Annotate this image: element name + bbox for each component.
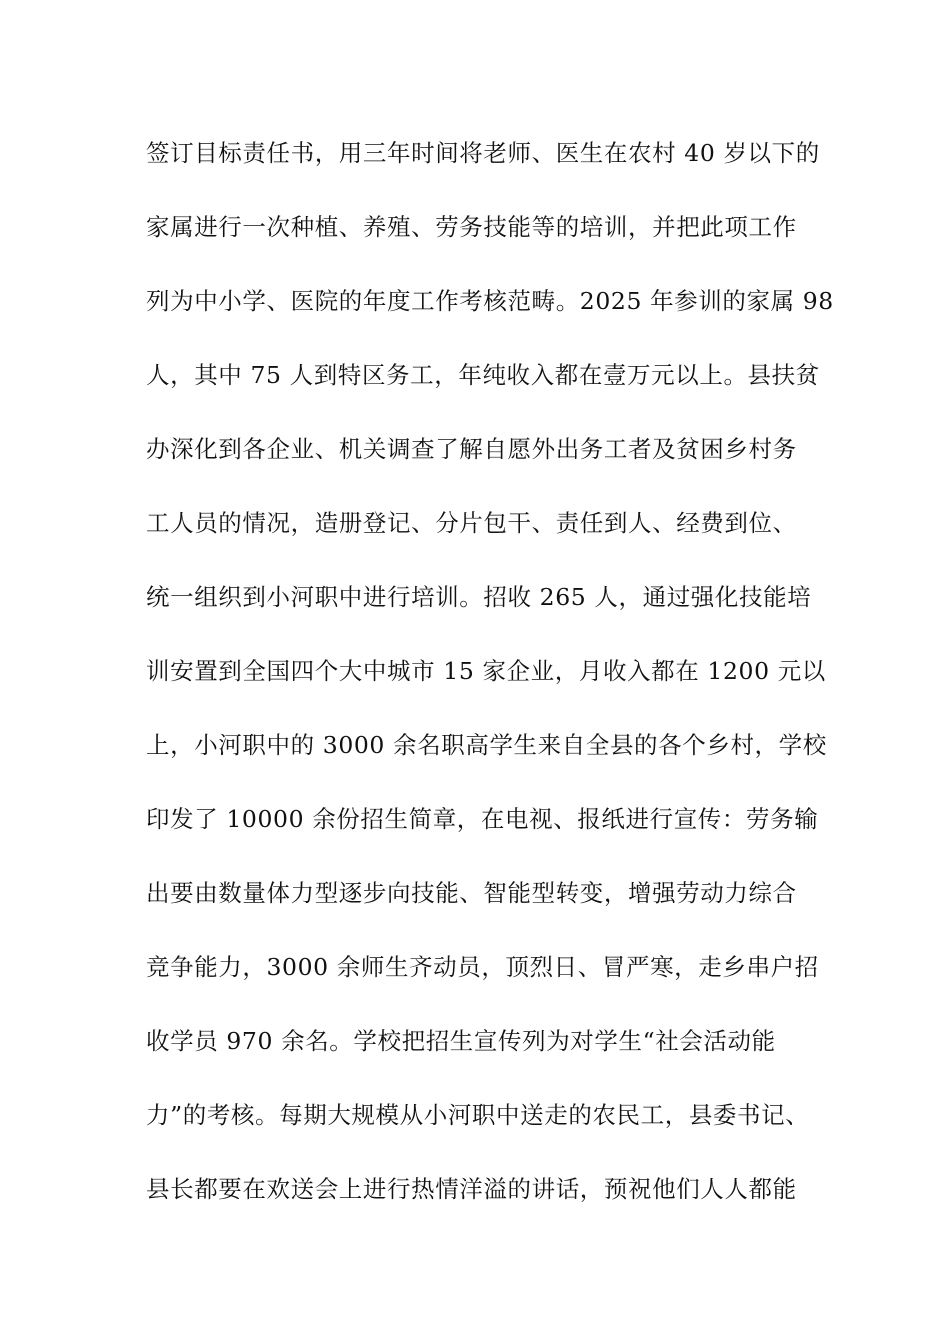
text-line: 办深化到各企业、机关调查了解自愿外出务工者及贫困乡村务 xyxy=(146,435,797,463)
text-line: 列为中小学、医院的年度工作考核范畴。2025 年参训的家属 98 xyxy=(146,287,834,315)
text-line: 印发了 10000 余份招生简章，在电视、报纸进行宣传：劳务输 xyxy=(146,805,819,833)
text-line: 上，小河职中的 3000 余名职高学生来自全县的各个乡村，学校 xyxy=(146,731,827,759)
text-line: 签订目标责任书，用三年时间将老师、医生在农村 40 岁以下的 xyxy=(146,139,820,167)
text-line: 竞争能力，3000 余师生齐动员，顶烈日、冒严寒，走乡串户招 xyxy=(146,953,819,981)
text-line: 力”的考核。每期大规模从小河职中送走的农民工，县委书记、 xyxy=(146,1101,810,1129)
text-line: 家属进行一次种植、养殖、劳务技能等的培训，并把此项工作 xyxy=(146,213,797,241)
text-line: 工人员的情况，造册登记、分片包干、责任到人、经费到位、 xyxy=(146,509,797,537)
text-line: 收学员 970 余名。学校把招生宣传列为对学生“社会活动能 xyxy=(146,1027,776,1055)
text-line: 出要由数量体力型逐步向技能、智能型转变，增强劳动力综合 xyxy=(146,879,797,907)
body-text xyxy=(146,130,836,1240)
text-line: 人，其中 75 人到特区务工，年纯收入都在壹万元以上。县扶贫 xyxy=(146,361,820,389)
text-line: 县长都要在欢送会上进行热情洋溢的讲话，预祝他们人人都能 xyxy=(146,1175,797,1203)
text-line: 统一组织到小河职中进行培训。招收 265 人，通过强化技能培 xyxy=(146,583,812,611)
text-line: 训安置到全国四个大中城市 15 家企业，月收入都在 1200 元以 xyxy=(146,657,826,685)
